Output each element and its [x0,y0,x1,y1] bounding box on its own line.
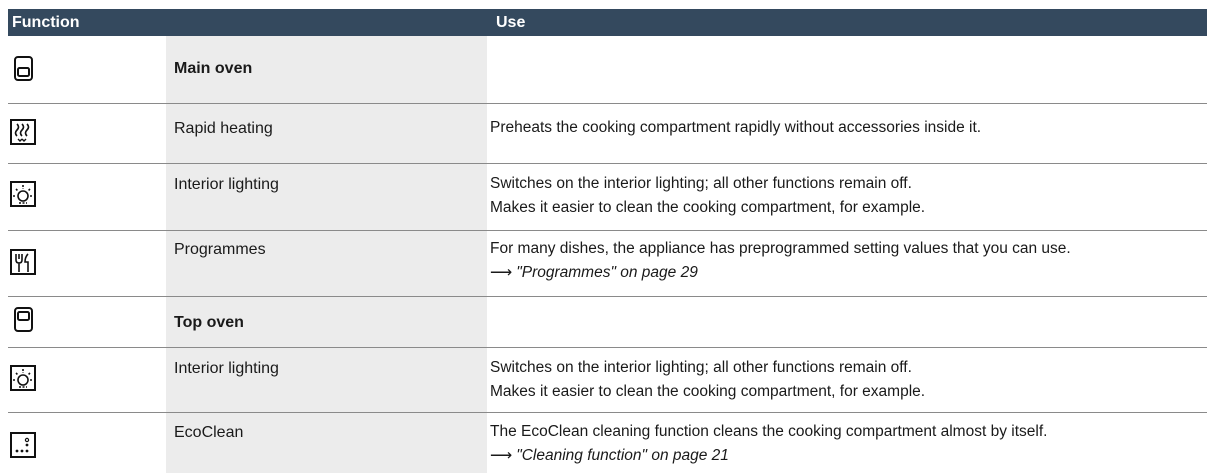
use-text [490,172,925,220]
row-divider [8,347,1207,348]
row-divider [8,230,1207,231]
function-name: EcoClean [174,424,244,441]
rapid-heating-icon [9,118,37,146]
section-title-top-oven: Top oven [174,314,244,331]
use-line: Makes it easier to clean the cooking compartment, for example. [490,199,926,216]
function-name: Interior lighting [174,360,279,377]
use-column-header: Use [496,14,526,31]
table-header [8,9,1207,36]
ecoclean-icon [9,431,37,459]
row-divider [8,103,1207,104]
use-line: Switches on the interior lighting; all other functions remain off. [490,359,912,376]
row-divider [8,412,1207,413]
function-name: Rapid heating [174,120,273,137]
main-oven-icon [9,54,37,82]
use-text [490,420,1047,468]
use-text [490,356,925,404]
reference-text[interactable]: "Programmes" on page 29 [516,264,698,281]
arrow-right-icon: ⟶ [490,447,513,464]
top-oven-icon [9,305,37,333]
use-line: Preheats the cooking compartment rapidly without accessories inside it. [490,119,982,136]
use-line: The EcoClean cleaning function cleans the cooking compartment almost by itself. [490,423,1048,440]
programmes-icon [9,248,37,276]
use-text [490,116,981,140]
arrow-right-icon: ⟶ [490,264,513,281]
use-line: Switches on the interior lighting; all other functions remain off. [490,175,912,192]
interior-lighting-icon [9,364,37,392]
function-name: Programmes [174,241,266,258]
row-divider [8,163,1207,164]
function-column-header: Function [12,14,80,31]
page-reference[interactable] [490,261,1071,285]
section-title-main-oven: Main oven [174,60,253,77]
use-line: Makes it easier to clean the cooking compartment, for example. [490,383,926,400]
reference-text[interactable]: "Cleaning function" on page 21 [516,447,729,464]
row-divider [8,296,1207,297]
function-name: Interior lighting [174,176,279,193]
page-reference[interactable] [490,444,1047,468]
interior-lighting-icon [9,180,37,208]
use-text [490,237,1071,285]
use-line: For many dishes, the appliance has preprogrammed setting values that you can use. [490,240,1071,257]
